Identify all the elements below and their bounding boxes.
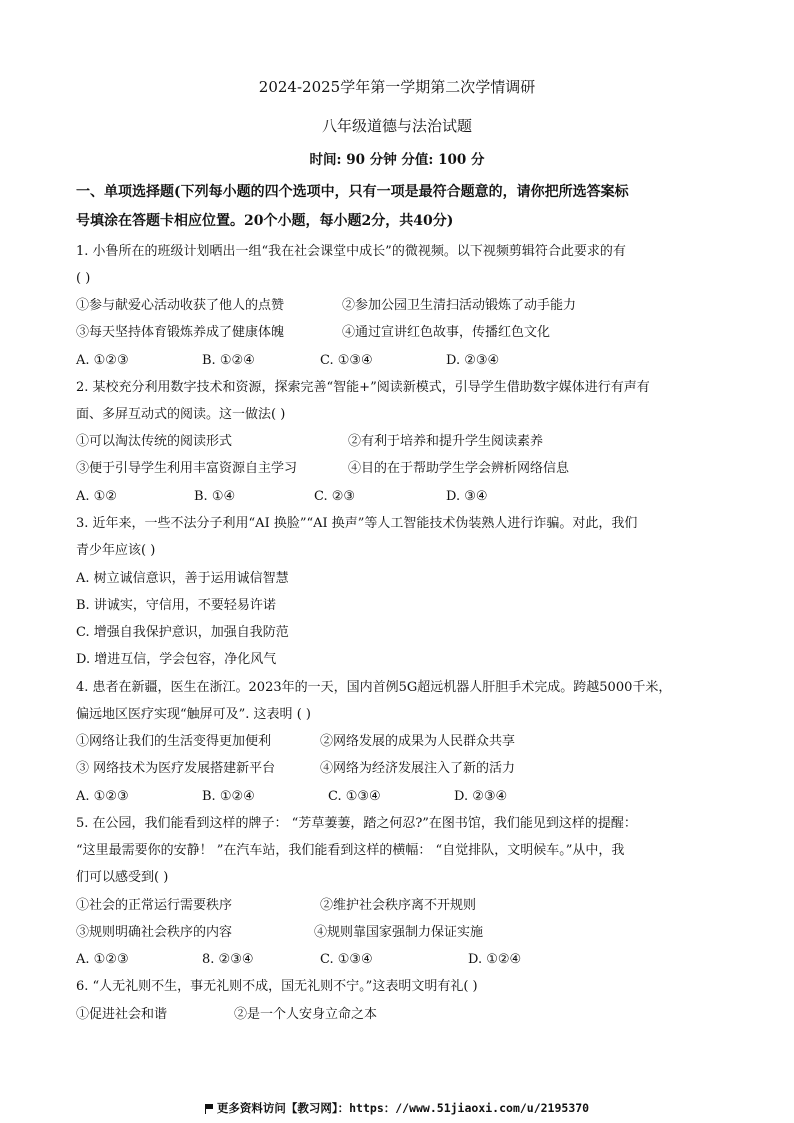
q4-option-d: D. ②③④ [454,789,508,804]
q3-stem-line2: 青少年应该( ) [76,543,156,558]
q4-option-b: B. ①②④ [202,789,255,804]
q4-option-c: C. ①③④ [328,789,381,804]
q6-statement-1: ①促进社会和谐 [76,1007,168,1022]
q2-option-a: A. ①② [76,489,117,504]
q5-stem-line2: “这里最需要你的安静！ ”在汽车站，我们能看到这样的横幅： “自觉排队，文明候车。”从中，我 [76,843,625,858]
q1-stem-line2: ( ) [76,271,91,286]
q5-statement-3: ③规则明确社会秩序的内容 [76,925,233,940]
q2-stem-line1: 2. 某校充分利用数字技术和资源，探索完善“智能+”阅读新模式，引导学生借助数字媒体进行有声有 [76,380,650,395]
q4-statement-4: ④网络为经济发展注入了新的活力 [320,761,516,776]
q1-option-b: B. ①②④ [202,353,255,368]
q2-option-c: C. ②③ [314,489,356,504]
q4-statement-3: ③ 网络技术为医疗发展搭建新平台 [76,761,276,776]
q1-statement-4: ④通过宣讲红色故事，传播红色文化 [342,325,551,340]
q2-statement-2: ②有利于培养和提升学生阅读素养 [348,434,544,449]
q5-statement-1: ①社会的正常运行需要秩序 [76,898,233,913]
section-heading-line1: 一、单项选择题(下列每小题的四个选项中，只有一项是最符合题意的，请你把所选答案标 [76,184,629,200]
q6-statement-2: ②是一个人安身立命之本 [234,1007,378,1022]
q5-option-b: 8. ②③④ [202,952,254,967]
exam-subtitle: 八年级道德与法治试题 [321,117,472,135]
footer [0,1100,794,1116]
flag-icon [205,1104,214,1113]
q3-option-a: A. 树立诚信意识，善于运用诚信智慧 [76,571,289,586]
footer-link[interactable]: 更多资料访问【教习网】：https：//www.51jiaoxi.com/u/2195370 [216,1101,590,1115]
q1-statement-3: ③每天坚持体育锻炼养成了健康体魄 [76,325,285,340]
q2-option-d: D. ③④ [446,489,488,504]
q3-stem-line1: 3. 近年来，一些不法分子利用“AI 换脸”“AI 换声”等人工智能技术伪装熟人进行诈骗。对此，我们 [76,516,638,531]
q1-option-a: A. ①②③ [76,353,129,368]
q6-stem-line1: 6. “人无礼则不生，事无礼则不成，国无礼则不宁。”这表明文明有礼( ) [76,979,478,994]
q2-option-b: B. ①④ [194,489,236,504]
q2-statement-3: ③便于引导学生利用丰富资源自主学习 [76,461,298,476]
q5-stem-line1: 5. 在公园，我们能看到这样的牌子： “芳草萋萋，踏之何忍?”在图书馆，我们能见到这样的提醒： [76,816,637,831]
q2-statement-1: ①可以淘汰传统的阅读形式 [76,434,233,449]
q4-option-a: A. ①②③ [76,789,129,804]
q3-option-c: C. 增强自我保护意识，加强自我防范 [76,625,289,640]
q3-option-d: D. 增进互信，学会包容，净化风气 [76,652,277,667]
q4-stem-line1: 4. 患者在新疆，医生在浙江。2023年的一天，国内首例5G超远机器人肝胆手术完成。跨越5000千米， [76,680,672,695]
q5-statement-2: ②维护社会秩序离不开规则 [320,898,477,913]
q1-stem-line1: 1. 小鲁所在的班级计划晒出一组“我在社会课堂中成长”的微视频。以下视频剪辑符合此要求的有 [76,244,626,259]
q5-option-a: A. ①②③ [76,952,129,967]
exam-title: 2024-2025学年第一学期第二次学情调研 [258,78,536,96]
q4-statement-1: ①网络让我们的生活变得更加便利 [76,734,272,749]
q5-option-d: D. ①②④ [468,952,522,967]
q2-stem-line2: 面、多屏互动式的阅读。这一做法( ) [76,407,286,422]
q5-option-c: C. ①③④ [320,952,373,967]
q4-stem-line2: 偏远地区医疗实现“触屏可及”. 这表明 ( ) [76,707,311,722]
q1-statement-1: ①参与献爱心活动收获了他人的点赞 [76,298,285,313]
q4-statement-2: ②网络发展的成果为人民群众共享 [320,734,516,749]
exam-meta: 时间: 90 分钟 分值: 100 分 [309,152,485,168]
q3-option-b: B. 讲诚实，守信用，不要轻易许诺 [76,598,276,613]
section-heading-line2: 号填涂在答题卡相应位置。20个小题，每小题2分，共40分) [76,213,454,229]
q1-option-c: C. ①③④ [320,353,373,368]
q1-statement-2: ②参加公园卫生清扫活动锻炼了动手能力 [342,298,577,313]
q1-option-d: D. ②③④ [446,353,500,368]
q5-statement-4: ④规则靠国家强制力保证实施 [314,925,484,940]
q5-stem-line3: 们可以感受到( ) [76,870,169,885]
q2-statement-4: ④目的在于帮助学生学会辨析网络信息 [348,461,570,476]
